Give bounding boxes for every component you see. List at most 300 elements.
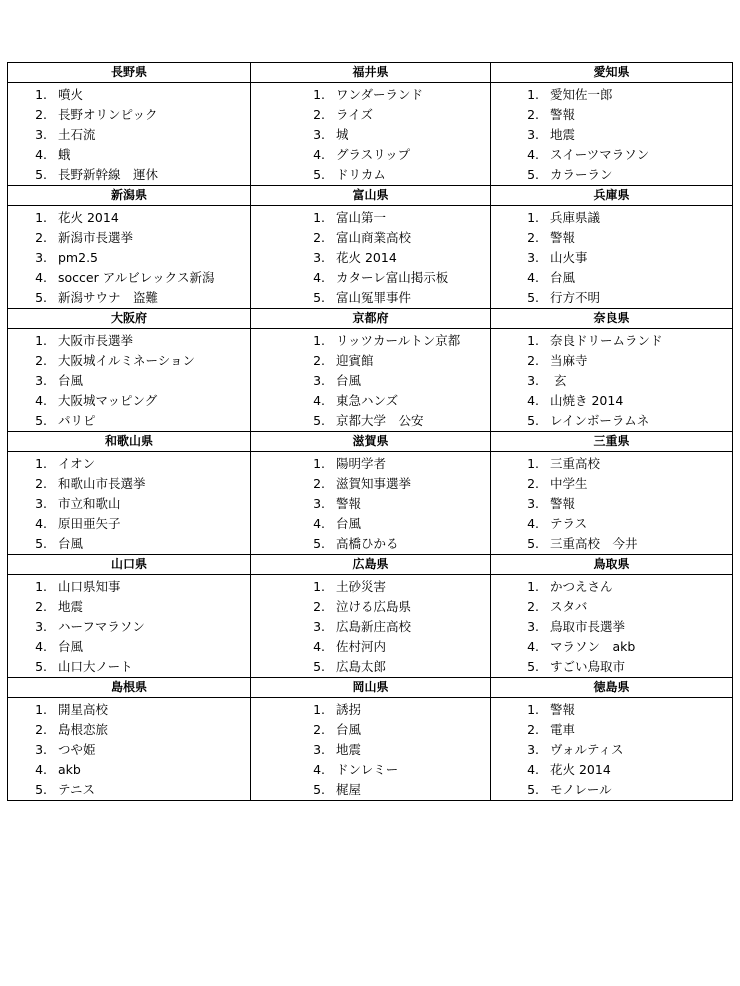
- rank-keyword: 山焼き 2014: [550, 393, 624, 408]
- ranking-list: [251, 698, 490, 800]
- rank-number: 5.: [313, 782, 325, 797]
- rank-number: 4.: [313, 393, 325, 408]
- prefecture-name: 広島県: [251, 555, 491, 575]
- rank-keyword: 高橋ひかる: [336, 536, 399, 551]
- ranking-item: [491, 288, 732, 308]
- rank-keyword: 花火 2014: [336, 250, 397, 265]
- rank-keyword: 地震: [58, 599, 84, 614]
- rank-keyword: 蛾: [58, 147, 71, 162]
- ranking-list: [8, 575, 250, 677]
- ranking-item: [8, 657, 250, 677]
- rank-keyword: 誘拐: [336, 702, 362, 717]
- rank-number: 2.: [313, 353, 325, 368]
- rank-keyword: 土石流: [58, 127, 96, 142]
- rank-number: 2.: [313, 107, 325, 122]
- ranking-item: [251, 288, 490, 308]
- rank-keyword: 地震: [336, 742, 362, 757]
- ranking-cell: [251, 83, 491, 186]
- rank-number: 3.: [527, 373, 539, 388]
- prefecture-header-row: [8, 309, 733, 329]
- ranking-item: [491, 474, 732, 494]
- rank-keyword: カラーラン: [550, 167, 613, 182]
- rank-keyword: 富山冤罪事件: [336, 290, 412, 305]
- rank-number: 1.: [313, 87, 325, 102]
- rank-number: 5.: [527, 782, 539, 797]
- rank-keyword: 滋賀知事選挙: [336, 476, 412, 491]
- rank-keyword: リッツカールトン京都: [336, 333, 461, 348]
- rank-number: 2.: [313, 599, 325, 614]
- rank-keyword: 警報: [550, 107, 576, 122]
- rank-keyword: イオン: [58, 456, 96, 471]
- prefecture-header-row: [8, 555, 733, 575]
- rank-keyword: 台風: [58, 373, 84, 388]
- rank-keyword: 玄: [550, 373, 567, 388]
- ranking-item: [491, 208, 732, 228]
- rank-keyword: akb: [58, 762, 81, 777]
- ranking-list: [491, 452, 732, 554]
- rank-number: 1.: [35, 702, 47, 717]
- ranking-list: [8, 206, 250, 308]
- rank-number: 4.: [313, 147, 325, 162]
- rank-number: 2.: [527, 107, 539, 122]
- ranking-item: [491, 331, 732, 351]
- ranking-cell: [491, 83, 733, 186]
- rank-keyword: pm2.5: [58, 250, 98, 265]
- ranking-item: [251, 740, 490, 760]
- prefecture-header-row: [8, 186, 733, 206]
- ranking-row: [8, 329, 733, 432]
- rank-number: 4.: [527, 147, 539, 162]
- rank-keyword: 京都大学 公安: [336, 413, 424, 428]
- ranking-item: [8, 208, 250, 228]
- ranking-item: [8, 371, 250, 391]
- prefecture-name: 大阪府: [8, 309, 251, 329]
- rank-keyword: 電車: [550, 722, 576, 737]
- ranking-item: [491, 740, 732, 760]
- rank-number: 2.: [35, 353, 47, 368]
- rank-number: 3.: [35, 250, 47, 265]
- rank-keyword: 島根恋旅: [58, 722, 109, 737]
- ranking-item: [251, 617, 490, 637]
- ranking-cell: [491, 698, 733, 801]
- ranking-cell: [491, 575, 733, 678]
- ranking-item: [8, 454, 250, 474]
- rank-number: 3.: [35, 619, 47, 634]
- rank-keyword: 中学生: [550, 476, 588, 491]
- rank-number: 3.: [527, 250, 539, 265]
- ranking-item: [8, 125, 250, 145]
- rank-keyword: 広島太郎: [336, 659, 387, 674]
- ranking-list: [491, 83, 732, 185]
- prefecture-name: 鳥取県: [491, 555, 733, 575]
- ranking-item: [8, 514, 250, 534]
- ranking-list: [8, 83, 250, 185]
- ranking-item: [8, 268, 250, 288]
- ranking-item: [251, 351, 490, 371]
- prefecture-name: 兵庫県: [491, 186, 733, 206]
- ranking-item: [491, 228, 732, 248]
- rank-keyword: 台風: [58, 536, 84, 551]
- rank-keyword: 新潟市長選挙: [58, 230, 134, 245]
- rank-number: 2.: [527, 476, 539, 491]
- ranking-item: [491, 248, 732, 268]
- rank-number: 2.: [35, 599, 47, 614]
- rank-number: 4.: [527, 516, 539, 531]
- rank-keyword: 警報: [336, 496, 362, 511]
- rank-number: 4.: [35, 270, 47, 285]
- rank-keyword: カターレ富山掲示板: [336, 270, 449, 285]
- ranking-list: [251, 452, 490, 554]
- rank-keyword: 佐村河内: [336, 639, 387, 654]
- ranking-item: [251, 248, 490, 268]
- rank-number: 4.: [35, 393, 47, 408]
- rank-number: 2.: [527, 722, 539, 737]
- rank-number: 3.: [35, 373, 47, 388]
- ranking-item: [8, 617, 250, 637]
- rank-number: 3.: [527, 496, 539, 511]
- rank-number: 1.: [527, 333, 539, 348]
- prefecture-name: 愛知県: [491, 63, 733, 83]
- ranking-item: [491, 105, 732, 125]
- ranking-item: [251, 411, 490, 431]
- rank-number: 5.: [35, 782, 47, 797]
- ranking-item: [491, 165, 732, 185]
- rank-number: 2.: [313, 722, 325, 737]
- rank-number: 3.: [313, 373, 325, 388]
- ranking-table-body: [8, 63, 733, 801]
- ranking-list: [251, 329, 490, 431]
- rank-keyword: 城: [336, 127, 349, 142]
- rank-keyword: レインボーラムネ: [550, 413, 650, 428]
- ranking-item: [251, 268, 490, 288]
- ranking-list: [8, 698, 250, 800]
- ranking-row: [8, 206, 733, 309]
- ranking-cell: [251, 575, 491, 678]
- ranking-cell: [8, 83, 251, 186]
- rank-number: 2.: [35, 722, 47, 737]
- prefecture-name: 奈良県: [491, 309, 733, 329]
- ranking-item: [491, 145, 732, 165]
- ranking-cell: [491, 329, 733, 432]
- rank-keyword: ヴォルティス: [550, 742, 624, 757]
- ranking-cell: [8, 452, 251, 555]
- rank-keyword: 土砂災害: [336, 579, 387, 594]
- rank-keyword: ドリカム: [336, 167, 386, 182]
- rank-keyword: 大阪城マッピング: [58, 393, 158, 408]
- rank-number: 2.: [35, 107, 47, 122]
- rank-number: 3.: [313, 619, 325, 634]
- rank-keyword: 和歌山市長選挙: [58, 476, 146, 491]
- rank-number: 5.: [313, 413, 325, 428]
- rank-keyword: スイーツマラソン: [550, 147, 650, 162]
- rank-keyword: ワンダーランド: [336, 87, 424, 102]
- rank-number: 4.: [35, 516, 47, 531]
- rank-keyword: パリピ: [58, 413, 96, 428]
- ranking-item: [251, 371, 490, 391]
- rank-keyword: 花火 2014: [550, 762, 611, 777]
- rank-number: 4.: [527, 639, 539, 654]
- rank-keyword: 当麻寺: [550, 353, 588, 368]
- rank-keyword: soccer アルビレックス新潟: [58, 270, 215, 285]
- ranking-item: [251, 637, 490, 657]
- ranking-item: [491, 657, 732, 677]
- ranking-item: [8, 85, 250, 105]
- ranking-item: [251, 534, 490, 554]
- rank-keyword: 警報: [550, 230, 576, 245]
- rank-keyword: 原田亜矢子: [58, 516, 121, 531]
- ranking-row: [8, 575, 733, 678]
- rank-number: 4.: [35, 639, 47, 654]
- rank-keyword: 梶屋: [336, 782, 362, 797]
- rank-number: 1.: [313, 702, 325, 717]
- ranking-item: [8, 760, 250, 780]
- rank-keyword: 長野新幹線 運休: [58, 167, 159, 182]
- rank-number: 5.: [527, 167, 539, 182]
- rank-keyword: 富山第一: [336, 210, 387, 225]
- rank-number: 4.: [527, 393, 539, 408]
- ranking-item: [491, 597, 732, 617]
- ranking-item: [251, 597, 490, 617]
- rank-number: 2.: [527, 353, 539, 368]
- ranking-item: [491, 617, 732, 637]
- rank-keyword: モノレール: [550, 782, 612, 797]
- ranking-item: [491, 534, 732, 554]
- rank-keyword: グラスリップ: [336, 147, 411, 162]
- ranking-list: [251, 575, 490, 677]
- prefecture-ranking-table: [7, 62, 733, 801]
- ranking-item: [251, 577, 490, 597]
- rank-keyword: マラソン akb: [550, 639, 636, 654]
- prefecture-name: 福井県: [251, 63, 491, 83]
- rank-keyword: 行方不明: [550, 290, 601, 305]
- ranking-item: [251, 105, 490, 125]
- ranking-cell: [251, 698, 491, 801]
- ranking-item: [251, 165, 490, 185]
- rank-number: 5.: [527, 290, 539, 305]
- ranking-item: [8, 145, 250, 165]
- rank-number: 3.: [313, 127, 325, 142]
- ranking-item: [251, 125, 490, 145]
- ranking-cell: [8, 698, 251, 801]
- rank-number: 1.: [527, 210, 539, 225]
- ranking-cell: [8, 329, 251, 432]
- rank-keyword: 山口県知事: [58, 579, 121, 594]
- ranking-item: [491, 411, 732, 431]
- ranking-item: [8, 391, 250, 411]
- ranking-item: [8, 288, 250, 308]
- ranking-item: [491, 268, 732, 288]
- ranking-item: [8, 577, 250, 597]
- ranking-item: [8, 637, 250, 657]
- rank-number: 1.: [35, 210, 47, 225]
- rank-number: 1.: [313, 579, 325, 594]
- rank-number: 2.: [35, 476, 47, 491]
- rank-keyword: 富山商業高校: [336, 230, 412, 245]
- ranking-item: [8, 474, 250, 494]
- rank-number: 4.: [313, 762, 325, 777]
- rank-keyword: 泣ける広島県: [336, 599, 412, 614]
- ranking-item: [8, 105, 250, 125]
- ranking-cell: [491, 452, 733, 555]
- ranking-item: [8, 331, 250, 351]
- rank-number: 5.: [35, 536, 47, 551]
- rank-keyword: 台風: [336, 373, 362, 388]
- rank-number: 2.: [35, 230, 47, 245]
- rank-number: 5.: [313, 167, 325, 182]
- prefecture-name: 岡山県: [251, 678, 491, 698]
- ranking-list: [8, 452, 250, 554]
- rank-number: 3.: [35, 496, 47, 511]
- rank-number: 5.: [35, 167, 47, 182]
- rank-number: 5.: [313, 659, 325, 674]
- rank-keyword: 台風: [336, 516, 362, 531]
- ranking-item: [251, 760, 490, 780]
- ranking-item: [251, 454, 490, 474]
- ranking-item: [251, 657, 490, 677]
- rank-keyword: 広島新庄高校: [336, 619, 412, 634]
- ranking-item: [251, 494, 490, 514]
- ranking-item: [8, 534, 250, 554]
- rank-number: 3.: [313, 250, 325, 265]
- rank-number: 4.: [313, 516, 325, 531]
- ranking-item: [491, 85, 732, 105]
- rank-keyword: すごい鳥取市: [550, 659, 626, 674]
- ranking-cell: [251, 329, 491, 432]
- rank-keyword: 三重高校 今井: [550, 536, 638, 551]
- rank-keyword: 市立和歌山: [58, 496, 121, 511]
- ranking-item: [251, 145, 490, 165]
- prefecture-name: 島根県: [8, 678, 251, 698]
- rank-keyword: 大阪城イルミネーション: [58, 353, 196, 368]
- rank-keyword: 陽明学者: [336, 456, 387, 471]
- ranking-item: [251, 85, 490, 105]
- rank-number: 2.: [527, 599, 539, 614]
- ranking-item: [491, 720, 732, 740]
- ranking-item: [491, 494, 732, 514]
- rank-number: 5.: [313, 290, 325, 305]
- ranking-item: [491, 514, 732, 534]
- ranking-row: [8, 83, 733, 186]
- rank-number: 5.: [527, 413, 539, 428]
- rank-keyword: 警報: [550, 702, 576, 717]
- rank-number: 3.: [527, 619, 539, 634]
- rank-keyword: 台風: [550, 270, 576, 285]
- ranking-item: [8, 494, 250, 514]
- ranking-list: [251, 83, 490, 185]
- rank-keyword: 長野オリンピック: [58, 107, 158, 122]
- rank-number: 5.: [35, 659, 47, 674]
- ranking-list: [491, 698, 732, 800]
- rank-keyword: 花火 2014: [58, 210, 119, 225]
- rank-keyword: 愛知佐一郎: [550, 87, 613, 102]
- prefecture-name: 新潟県: [8, 186, 251, 206]
- ranking-item: [251, 514, 490, 534]
- ranking-item: [8, 228, 250, 248]
- ranking-list: [8, 329, 250, 431]
- rank-keyword: 台風: [336, 722, 362, 737]
- ranking-cell: [8, 575, 251, 678]
- rank-number: 1.: [35, 87, 47, 102]
- rank-keyword: つや姫: [58, 742, 96, 757]
- rank-keyword: 山口大ノート: [58, 659, 133, 674]
- rank-number: 1.: [313, 210, 325, 225]
- ranking-item: [491, 351, 732, 371]
- prefecture-header-row: [8, 678, 733, 698]
- rank-number: 1.: [35, 579, 47, 594]
- ranking-item: [491, 760, 732, 780]
- rank-keyword: 大阪市長選挙: [58, 333, 134, 348]
- ranking-item: [8, 740, 250, 760]
- rank-keyword: 東急ハンズ: [336, 393, 399, 408]
- rank-number: 3.: [527, 742, 539, 757]
- rank-number: 4.: [35, 147, 47, 162]
- ranking-item: [491, 577, 732, 597]
- ranking-cell: [491, 206, 733, 309]
- ranking-item: [8, 248, 250, 268]
- ranking-cell: [251, 452, 491, 555]
- rank-number: 5.: [35, 290, 47, 305]
- rank-number: 4.: [527, 762, 539, 777]
- rank-keyword: 地震: [550, 127, 576, 142]
- ranking-item: [8, 411, 250, 431]
- rank-number: 4.: [527, 270, 539, 285]
- rank-keyword: 奈良ドリームランド: [550, 333, 663, 348]
- rank-number: 1.: [313, 333, 325, 348]
- ranking-item: [491, 700, 732, 720]
- rank-keyword: 噴火: [58, 87, 84, 102]
- ranking-item: [251, 700, 490, 720]
- rank-number: 2.: [313, 476, 325, 491]
- rank-keyword: 新潟サウナ 盗難: [58, 290, 159, 305]
- rank-number: 3.: [313, 742, 325, 757]
- ranking-item: [8, 780, 250, 800]
- rank-keyword: 警報: [550, 496, 576, 511]
- rank-number: 2.: [527, 230, 539, 245]
- ranking-item: [491, 454, 732, 474]
- ranking-row: [8, 452, 733, 555]
- rank-number: 5.: [35, 413, 47, 428]
- rank-number: 4.: [313, 270, 325, 285]
- ranking-item: [8, 720, 250, 740]
- rank-number: 4.: [35, 762, 47, 777]
- ranking-cell: [251, 206, 491, 309]
- prefecture-name: 山口県: [8, 555, 251, 575]
- rank-keyword: 鳥取市長選挙: [550, 619, 626, 634]
- ranking-item: [491, 391, 732, 411]
- rank-keyword: 三重高校: [550, 456, 601, 471]
- ranking-list: [251, 206, 490, 308]
- rank-number: 1.: [527, 702, 539, 717]
- rank-keyword: テニス: [58, 782, 96, 797]
- ranking-item: [8, 165, 250, 185]
- prefecture-name: 徳島県: [491, 678, 733, 698]
- rank-number: 3.: [313, 496, 325, 511]
- rank-number: 5.: [527, 536, 539, 551]
- ranking-list: [491, 329, 732, 431]
- ranking-item: [8, 597, 250, 617]
- ranking-item: [251, 208, 490, 228]
- ranking-list: [491, 575, 732, 677]
- ranking-item: [491, 371, 732, 391]
- rank-keyword: かつえさん: [550, 579, 613, 594]
- ranking-item: [491, 125, 732, 145]
- rank-number: 3.: [527, 127, 539, 142]
- prefecture-name: 滋賀県: [251, 432, 491, 452]
- rank-keyword: ドンレミー: [336, 762, 399, 777]
- rank-keyword: 迎賓館: [336, 353, 374, 368]
- ranking-item: [251, 474, 490, 494]
- prefecture-name: 三重県: [491, 432, 733, 452]
